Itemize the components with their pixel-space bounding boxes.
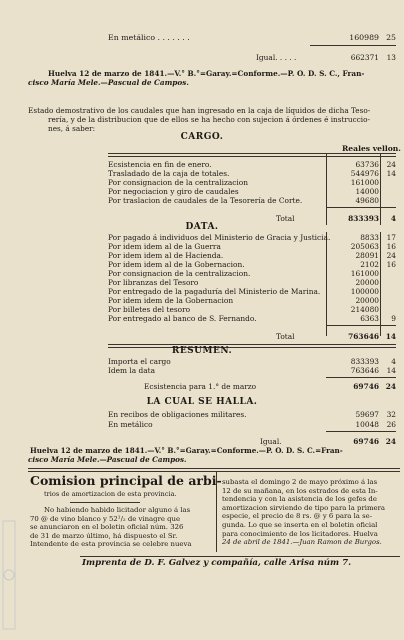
resumen-row bbox=[108, 357, 396, 366]
data-row-amount: 161000 bbox=[350, 269, 379, 278]
notice-left-line: 70 @ de vino blanco y 52¹/₂ de vinagre que bbox=[30, 514, 181, 523]
cargo-row bbox=[108, 169, 396, 178]
data-row-label: Por idem idem al de Hacienda. bbox=[108, 251, 224, 260]
cual-igual-cents: 24 bbox=[385, 437, 396, 446]
cargo-heading: CARGO. bbox=[180, 132, 224, 142]
signature-line-2: cisco María Mele.—Pascual de Campos. bbox=[28, 78, 189, 87]
notice-right-line: 24 de abril de 1841.—Juan Ramon de Burgos. bbox=[222, 538, 382, 547]
en-metalico-amount: 160989 bbox=[349, 33, 379, 42]
cargo-row bbox=[108, 196, 396, 205]
resumen-row-label: Idem la data bbox=[108, 366, 156, 375]
data-row bbox=[108, 269, 396, 278]
ecsistencia-amount: 69746 bbox=[353, 382, 379, 391]
cual-row-amount: 10048 bbox=[355, 420, 379, 429]
cual-row-label: En metálico bbox=[108, 420, 153, 429]
notice-right-line: subasta el domingo 2 de mayo próximo á las bbox=[222, 478, 378, 486]
data-row-label: Por idem idem de la Gobernacion bbox=[108, 296, 234, 305]
data-total-row bbox=[108, 332, 396, 341]
cargo-row-amount: 161000 bbox=[350, 178, 379, 187]
resumen-row bbox=[108, 366, 396, 375]
data-row-amount: 214080 bbox=[350, 305, 379, 314]
cargo-row-label: Por traslacion de caudales de la Tesorería de Corte. bbox=[108, 196, 303, 205]
resumen-row-label: Importa el cargo bbox=[108, 357, 171, 366]
notice-left-line: se anunciaron en el boletin oficial núm. 326 bbox=[30, 523, 184, 532]
cargo-row-label: Trasladado de la caja de totales. bbox=[108, 169, 230, 178]
notice-right-line: 12 de su mañana, en los estrados de esta In- bbox=[222, 486, 378, 495]
cargo-row-cents: 24 bbox=[386, 160, 396, 169]
data-row bbox=[108, 260, 396, 269]
cual-igual-amount: 69746 bbox=[353, 437, 379, 446]
notice-left-line: No habiendo habido licitador alguno á las bbox=[44, 506, 191, 514]
data-total-label: Total bbox=[276, 332, 295, 341]
notice-left-line: de 31 de marzo último, há dispuesto el Sr. bbox=[30, 531, 178, 540]
data-row-cents: 9 bbox=[391, 314, 396, 323]
data-row-amount: 20000 bbox=[355, 278, 379, 287]
data-row-cents: 24 bbox=[386, 251, 396, 260]
cual-row-label: En recibos de obligaciones militares. bbox=[108, 410, 247, 419]
data-row bbox=[108, 242, 396, 251]
data-row-label: Por entregado al banco de S. Fernando. bbox=[108, 314, 257, 323]
data-total-amount: 763646 bbox=[348, 332, 379, 341]
data-row bbox=[108, 296, 396, 305]
notice-right-line: especie, el precio de 8 rs. @ y 6 para la se- bbox=[222, 512, 373, 521]
imprint-line: Imprenta de D. F. Galvez y compañía, calle Arisa núm 7. bbox=[82, 558, 352, 568]
data-row-amount: 20000 bbox=[355, 296, 379, 305]
data-row bbox=[108, 233, 396, 242]
en-metalico-row bbox=[108, 33, 396, 42]
data-row-amount: 100000 bbox=[350, 287, 379, 296]
data-row-cents: 16 bbox=[386, 260, 396, 269]
data-total-cents: 14 bbox=[385, 332, 396, 341]
igual-amount-top: 662371 bbox=[350, 53, 379, 62]
cargo-row-cents: 14 bbox=[386, 169, 396, 178]
data-row-label: Por billetes del tesoro bbox=[108, 305, 191, 314]
cargo-row-label: Por negociacion y giro de caudales bbox=[108, 187, 239, 196]
cual-row-cents: 32 bbox=[386, 410, 396, 419]
cargo-row-amount: 14000 bbox=[355, 187, 379, 196]
data-row-amount: 28091 bbox=[355, 251, 379, 260]
cargo-row-amount: 544976 bbox=[350, 169, 379, 178]
data-row-label: Por pagado á individuos del Ministerio de Gracia y Justicia. bbox=[108, 233, 331, 242]
data-row bbox=[108, 278, 396, 287]
data-row-cents: 16 bbox=[386, 242, 396, 251]
data-row-label: Por consignacion de la centralizacion. bbox=[108, 269, 251, 278]
ecsistencia-row bbox=[108, 382, 396, 391]
data-row-amount: 8833 bbox=[360, 233, 379, 242]
cual-igual-row bbox=[108, 437, 396, 446]
data-row bbox=[108, 305, 396, 314]
cual-heading: LA CUAL SE HALLA. bbox=[146, 397, 258, 407]
data-row bbox=[108, 251, 396, 260]
ecsistencia-cents: 24 bbox=[385, 382, 396, 391]
cual-igual-label: Igual. bbox=[260, 437, 282, 446]
cual-row bbox=[108, 410, 396, 419]
data-row-cents: 17 bbox=[386, 233, 396, 242]
ecsistencia-label: Ecsistencia para 1.° de marzo bbox=[144, 382, 257, 391]
en-metalico-label: En metálico . . . . . . . bbox=[108, 33, 190, 42]
data-heading: DATA. bbox=[185, 222, 219, 232]
cargo-total-label: Total bbox=[276, 214, 295, 223]
intro-line-1: Estado demostrativo de los caudales que han ingresado en la caja de líquidos de dicha Teso- bbox=[28, 106, 371, 115]
resumen-row-amount: 763646 bbox=[350, 366, 379, 375]
data-row bbox=[108, 287, 396, 296]
notice-right-line: amortizacion sirviendo de tipo para la primera bbox=[222, 503, 385, 512]
cargo-row-amount: 49680 bbox=[355, 196, 379, 205]
notice-right-line: gunda. Lo que se inserta en el boletin oficial bbox=[222, 520, 378, 529]
data-row-amount: 2102 bbox=[360, 260, 379, 269]
resumen-row-cents: 4 bbox=[391, 357, 396, 366]
resumen-row-cents: 14 bbox=[386, 366, 396, 375]
intro-line-3: nes, á saber: bbox=[48, 124, 96, 133]
data-row-label: Por idem idem al de la Gobernacion. bbox=[108, 260, 245, 269]
resumen-heading: RESUMEN. bbox=[171, 346, 233, 356]
notice-right-line: tendencia y con la asistencia de los gefes de bbox=[222, 495, 377, 504]
cargo-row bbox=[108, 160, 396, 169]
data-row-amount: 205063 bbox=[350, 242, 379, 251]
igual-label-top: Igual. . . . . bbox=[256, 53, 297, 62]
igual-row-top bbox=[108, 53, 396, 62]
notice-subtitle: trios de amortizacion de esta provincia. bbox=[44, 490, 177, 498]
en-metalico-cents: 25 bbox=[386, 33, 396, 42]
data-row-label: Por entregado de la pagaduría del Ministerio de Marina. bbox=[108, 287, 321, 296]
notice-left-line: Intendente de esta provincia se celebre nueva bbox=[30, 540, 192, 549]
signature-line-1: Huelva 12 de marzo de 1841.—V.° B.°=Garay.=Conforme.—P. O. D. S. C., Fran- bbox=[48, 69, 365, 78]
cargo-row-amount: 63736 bbox=[355, 160, 379, 169]
data-row bbox=[108, 314, 396, 323]
library-stamp-icon bbox=[2, 520, 16, 630]
intro-line-2: rería, y de la distribucion que de ellos se ha hecho con sujecion á órdenes é instruccio- bbox=[48, 115, 370, 124]
data-row-label: Por libranzas del Tesoro bbox=[108, 278, 199, 287]
cargo-total-cents: 4 bbox=[390, 214, 396, 223]
cual-signature-line-2: cisco María Mele.—Pascual de Campos. bbox=[28, 455, 187, 464]
cargo-row-label: Ecsistencia en fin de enero. bbox=[108, 160, 212, 169]
cual-signature-line-1: Huelva 12 de marzo de 1841.—V.° B.°=Garay.=Conforme.—P. O. D. S. C.=Fran- bbox=[30, 446, 343, 455]
data-row-label: Por idem idem al de la Guerra bbox=[108, 242, 221, 251]
notice-title: Comision principal de arbi- bbox=[30, 473, 222, 488]
cargo-row-label: Por consignacion de la centralizacion bbox=[108, 178, 248, 187]
cual-row bbox=[108, 420, 396, 429]
cargo-row bbox=[108, 187, 396, 196]
igual-cents-top: 13 bbox=[386, 53, 396, 62]
cargo-row bbox=[108, 178, 396, 187]
notice-right-line: para conocimiento de los licitadores. Huelva bbox=[222, 529, 378, 538]
notice-left-column bbox=[30, 506, 212, 549]
cual-row-amount: 59697 bbox=[355, 410, 379, 419]
notice-right-column bbox=[222, 478, 402, 547]
data-row-amount: 6363 bbox=[360, 314, 379, 323]
cual-row-cents: 26 bbox=[386, 420, 396, 429]
column-header: Reales vellon. bbox=[342, 144, 401, 153]
cargo-total-amount: 833393 bbox=[348, 214, 379, 223]
resumen-row-amount: 833393 bbox=[350, 357, 379, 366]
